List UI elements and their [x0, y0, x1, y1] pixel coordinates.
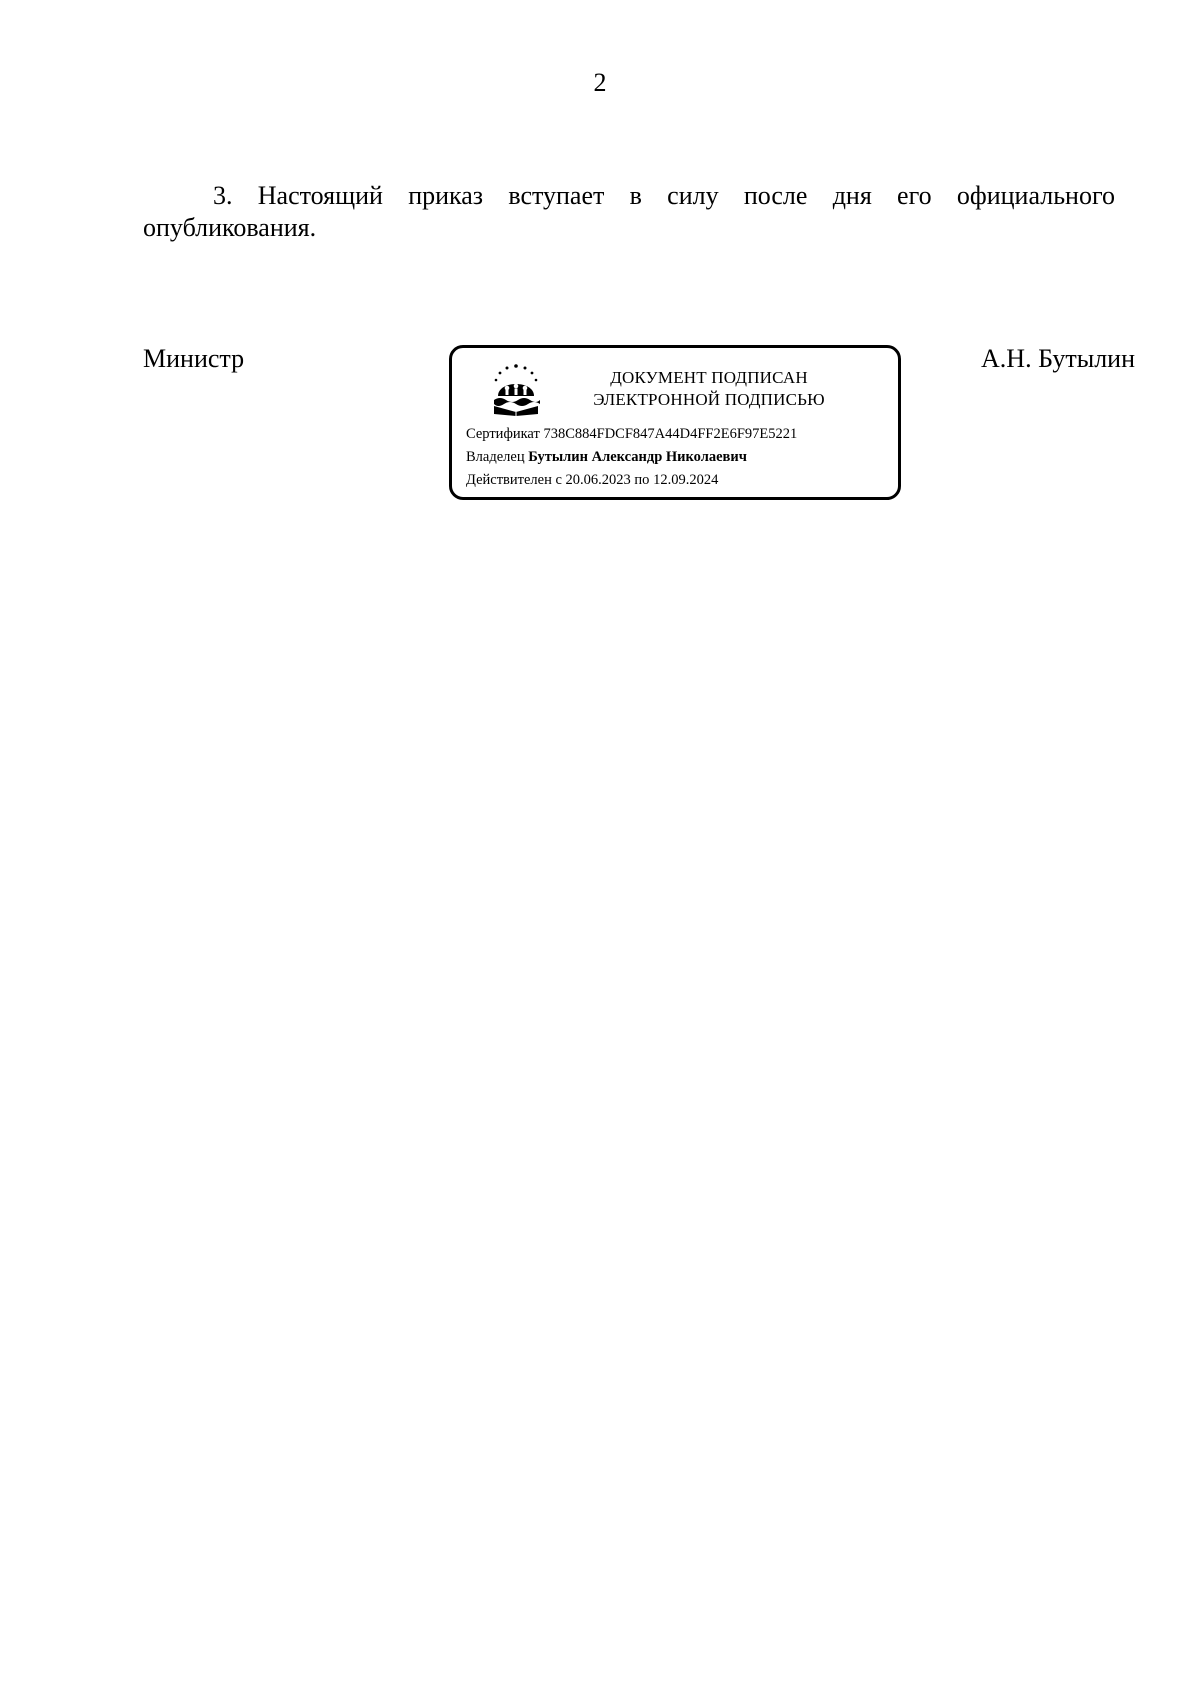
- stamp-heading: [564, 367, 854, 411]
- coat-of-arms-icon: [490, 362, 542, 416]
- page-number: 2: [593, 68, 607, 97]
- signer-name: А.Н. Бутылин: [981, 344, 1135, 373]
- electronic-signature-stamp: [449, 345, 901, 500]
- stamp-validity-row: [466, 471, 718, 489]
- valid-to: 12.09.2024: [653, 472, 719, 488]
- valid-to-label: по: [634, 472, 650, 488]
- stamp-heading-line-1: ДОКУМЕНТ ПОДПИСАН: [610, 368, 808, 387]
- certificate-value: 738C884FDCF847A44D4FF2E6F97E5221: [543, 426, 798, 442]
- valid-from: 20.06.2023: [565, 472, 631, 488]
- signer-position: Министр: [143, 344, 245, 373]
- stamp-certificate-row: [466, 425, 797, 443]
- valid-label: Действителен с: [466, 472, 562, 488]
- stamp-owner-row: [466, 448, 747, 466]
- certificate-label: Сертификат: [466, 426, 540, 442]
- order-paragraph-3: 3. Настоящий приказ вступает в силу после дня его официального опубликования.: [143, 181, 1115, 242]
- stamp-heading-line-2: ЭЛЕКТРОННОЙ ПОДПИСЬЮ: [593, 390, 825, 409]
- owner-value: Бутылин Александр Николаевич: [528, 449, 747, 465]
- owner-label: Владелец: [466, 449, 525, 465]
